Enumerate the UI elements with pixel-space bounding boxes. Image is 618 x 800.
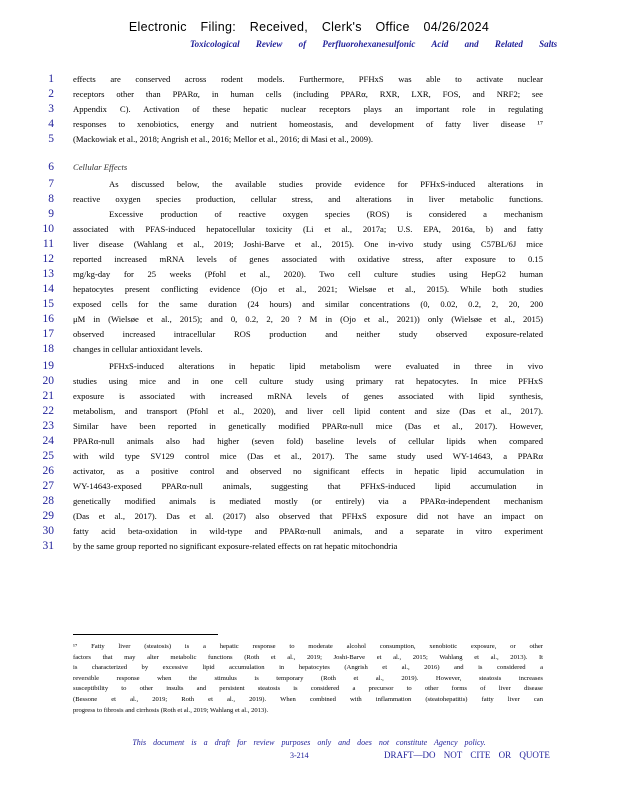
line-text: mg/kg-day for 25 weeks (Pfohl et al., 2020). Two cell culture studies using HepG2 human bbox=[73, 269, 543, 279]
line-number: 3 bbox=[48, 103, 54, 115]
line-text: liver disease (Wahlang et al., 2019; Joshi-Barve et al., 2015). One in-vivo study using C57BL/6J mice bbox=[73, 239, 543, 249]
line-number: 1 bbox=[48, 73, 54, 85]
line-number: 14 bbox=[42, 283, 54, 295]
line-text: fatty acid beta-oxidation in wild-type and PPARα-null animals, and a separate in vitro experiment bbox=[73, 526, 543, 536]
document-subtitle: Toxicological Review of Perfluorohexanesulfonic Acid and Related Salts bbox=[190, 39, 558, 49]
text-line bbox=[0, 282, 618, 297]
text-line bbox=[0, 434, 618, 449]
text-line bbox=[0, 132, 618, 147]
text-line bbox=[0, 524, 618, 539]
line-number: 23 bbox=[42, 420, 54, 432]
text-line bbox=[0, 87, 618, 102]
text-line bbox=[0, 237, 618, 252]
text-line bbox=[0, 267, 618, 282]
text-line bbox=[0, 72, 618, 87]
line-number: 18 bbox=[42, 343, 54, 355]
line-text: genetically modified animals is mediated mostly (or entirely) via a PPARα-independent mechanism bbox=[73, 496, 543, 506]
text-line bbox=[0, 449, 618, 464]
line-text: observed increased intracellular ROS production and neither study observed exposure-related bbox=[73, 329, 543, 339]
text-line bbox=[0, 419, 618, 434]
line-number: 17 bbox=[42, 328, 54, 340]
text-line bbox=[0, 342, 618, 357]
line-number: 26 bbox=[42, 465, 54, 477]
line-number: 2 bbox=[48, 88, 54, 100]
line-text: studies using mice and in one cell culture study using primary rat hepatocytes. In mice PFHxS bbox=[73, 376, 543, 386]
text-line bbox=[0, 539, 618, 554]
line-number: 15 bbox=[42, 298, 54, 310]
text-line bbox=[0, 117, 618, 132]
line-text: hepatocytes present conflicting evidence (Ojo et al., 2021; Wielsøe et al., 2015). While both studies bbox=[73, 284, 543, 294]
text-line bbox=[0, 389, 618, 404]
filing-banner: Electronic Filing: Received, Clerk's Office 04/26/2024 bbox=[128, 20, 490, 34]
line-text: Excessive production of reactive oxygen species (ROS) is considered a mechanism bbox=[109, 209, 543, 219]
text-line bbox=[0, 509, 618, 524]
footnote-line: ¹⁷ Fatty liver (steatosis) is a hepatic response to moderate alcohol consumption, xenobiotic exposure, or other bbox=[73, 643, 543, 650]
text-line bbox=[0, 222, 618, 237]
line-text: WY-14643-exposed PPARα-null animals, suggesting that PFHxS-induced lipid accumulation in bbox=[73, 481, 543, 491]
line-text: by the same group reported no significant exposure-related effects on rat hepatic mitochondria bbox=[73, 541, 398, 551]
text-line bbox=[0, 404, 618, 419]
line-number: 30 bbox=[42, 525, 54, 537]
line-text: Similar have been reported in genetically modified PPARα-null mice (Das et al., 2017). However, bbox=[73, 421, 543, 431]
footnote-line: reversible response when the stimulus is temporary (Roth et al., 2019). However, steatosis increases bbox=[73, 674, 543, 682]
line-text: activator, as a positive control and observed no significant effects in hepatic lipid accumulation in bbox=[73, 466, 543, 476]
text-line bbox=[0, 374, 618, 389]
line-number: 4 bbox=[48, 118, 54, 130]
text-line bbox=[0, 359, 618, 374]
line-number: 22 bbox=[42, 405, 54, 417]
line-number: 27 bbox=[42, 480, 54, 492]
line-text: metabolism, and transport (Pfohl et al., 2020), and liver cell lipid content and size (Das et al., 2017). bbox=[73, 406, 543, 416]
line-text: PFHxS-induced alterations in hepatic lipid metabolism were evaluated in three in vivo bbox=[109, 361, 543, 371]
line-number: 7 bbox=[48, 178, 54, 190]
line-text: Appendix C). Activation of these hepatic nuclear receptors plays an important role in regulating bbox=[73, 104, 543, 114]
section-heading: Cellular Effects bbox=[73, 162, 128, 172]
footnote-line: (Bessone et al., 2019; Roth et al., 2019). When combined with inflammation (steatohepatitis) fatty liver can bbox=[73, 695, 543, 703]
line-number: 13 bbox=[42, 268, 54, 280]
draft-label: DRAFT—DO NOT CITE OR QUOTE bbox=[384, 750, 550, 760]
page-number: 3-214 bbox=[290, 751, 309, 760]
line-text: associated with PFAS-induced hepatocellular toxicity (Li et al., 2017a; U.S. EPA, 2016a, b) and fatty bbox=[73, 224, 543, 234]
line-number: 8 bbox=[48, 193, 54, 205]
line-number: 12 bbox=[42, 253, 54, 265]
line-text: (Mackowiak et al., 2018; Angrish et al., 2016; Mellor et al., 2016; di Masi et al., 2009). bbox=[73, 134, 374, 144]
line-number: 9 bbox=[48, 208, 54, 220]
line-number: 10 bbox=[42, 223, 54, 235]
line-number: 16 bbox=[42, 313, 54, 325]
line-number: 6 bbox=[48, 161, 54, 173]
line-text: reactive oxygen species production, cellular stress, and alterations in liver metabolic functions. bbox=[73, 194, 543, 204]
line-number: 31 bbox=[42, 540, 54, 552]
line-text: As discussed below, the available studies provide evidence for PFHxS-induced alterations in bbox=[109, 179, 543, 189]
line-number: 25 bbox=[42, 450, 54, 462]
text-line bbox=[0, 494, 618, 509]
footnote-line: progress to fibrosis and cirrhosis (Roth et al., 2019; Wahlang et al., 2013). bbox=[73, 706, 269, 714]
line-text: receptors other than PPARα, in human cells (including PPARα, RXR, LXR, FOS, and NRF2; see bbox=[73, 89, 543, 99]
line-text: changes in cellular antioxidant levels. bbox=[73, 344, 203, 354]
text-line bbox=[0, 297, 618, 312]
text-line bbox=[0, 312, 618, 327]
line-number: 24 bbox=[42, 435, 54, 447]
text-line bbox=[0, 327, 618, 342]
line-text: exposed cells for the same duration (24 hours) and similar concentrations (0, 0.02, 0.2, 2, 20, 200 bbox=[73, 299, 543, 309]
footnote-line: factors that may alter metabolic functions (Roth et al., 2019; Joshi-Barve et al., 2015; Wahlang et al., 2013). It bbox=[73, 653, 543, 661]
footnote-line: is characterized by excessive lipid accumulation in hepatocytes (Angrish et al., 2016) and is considered a bbox=[73, 664, 543, 672]
line-text: μM in (Wielsøe et al., 2015); and 0, 0.2, 2, 20 ? M in (Ojo et al., 2021)) only (Wielsøe et al., 2015) bbox=[73, 314, 543, 324]
footnote bbox=[73, 642, 543, 716]
text-line bbox=[0, 177, 618, 192]
line-number: 11 bbox=[42, 238, 54, 250]
text-line bbox=[0, 252, 618, 267]
line-text: exposure is associated with increased mRNA levels of genes associated with lipid synthesis, bbox=[73, 391, 543, 401]
line-number: 21 bbox=[42, 390, 54, 402]
text-line bbox=[0, 207, 618, 222]
text-line bbox=[0, 160, 618, 175]
footnote-divider bbox=[73, 634, 218, 635]
line-text: responses to xenobiotics, energy and nutrient homeostasis, and development of fatty liver disease ¹⁷ bbox=[73, 119, 543, 129]
text-line bbox=[0, 464, 618, 479]
text-line bbox=[0, 102, 618, 117]
line-number: 5 bbox=[48, 133, 54, 145]
line-text: PPARα-null animals also had higher (seven fold) baseline levels of cellular lipids when compared bbox=[73, 436, 543, 446]
draft-disclaimer: This document is a draft for review purposes only and does not constitute Agency policy. bbox=[132, 738, 486, 747]
line-number: 19 bbox=[42, 360, 54, 372]
line-text: reported increased mRNA levels of genes associated with oxidative stress, after exposure to 0.15 bbox=[73, 254, 543, 264]
line-number: 29 bbox=[42, 510, 54, 522]
line-number: 28 bbox=[42, 495, 54, 507]
line-text: with wild type SV129 control mice (Das et al., 2017). The same study used WY-14643, a PPARα bbox=[73, 451, 543, 461]
line-text: (Das et al., 2017). Das et al. (2017) also observed that PFHxS exposure did not have an impact on bbox=[73, 511, 543, 521]
line-text: effects are conserved across rodent models. Furthermore, PFHxS was able to activate nuclear bbox=[73, 74, 543, 84]
text-line bbox=[0, 192, 618, 207]
line-number: 20 bbox=[42, 375, 54, 387]
text-line bbox=[0, 479, 618, 494]
footnote-line: susceptibility to other insults and persistent steatosis is considered a precursor to other forms of liver disease bbox=[73, 685, 543, 693]
